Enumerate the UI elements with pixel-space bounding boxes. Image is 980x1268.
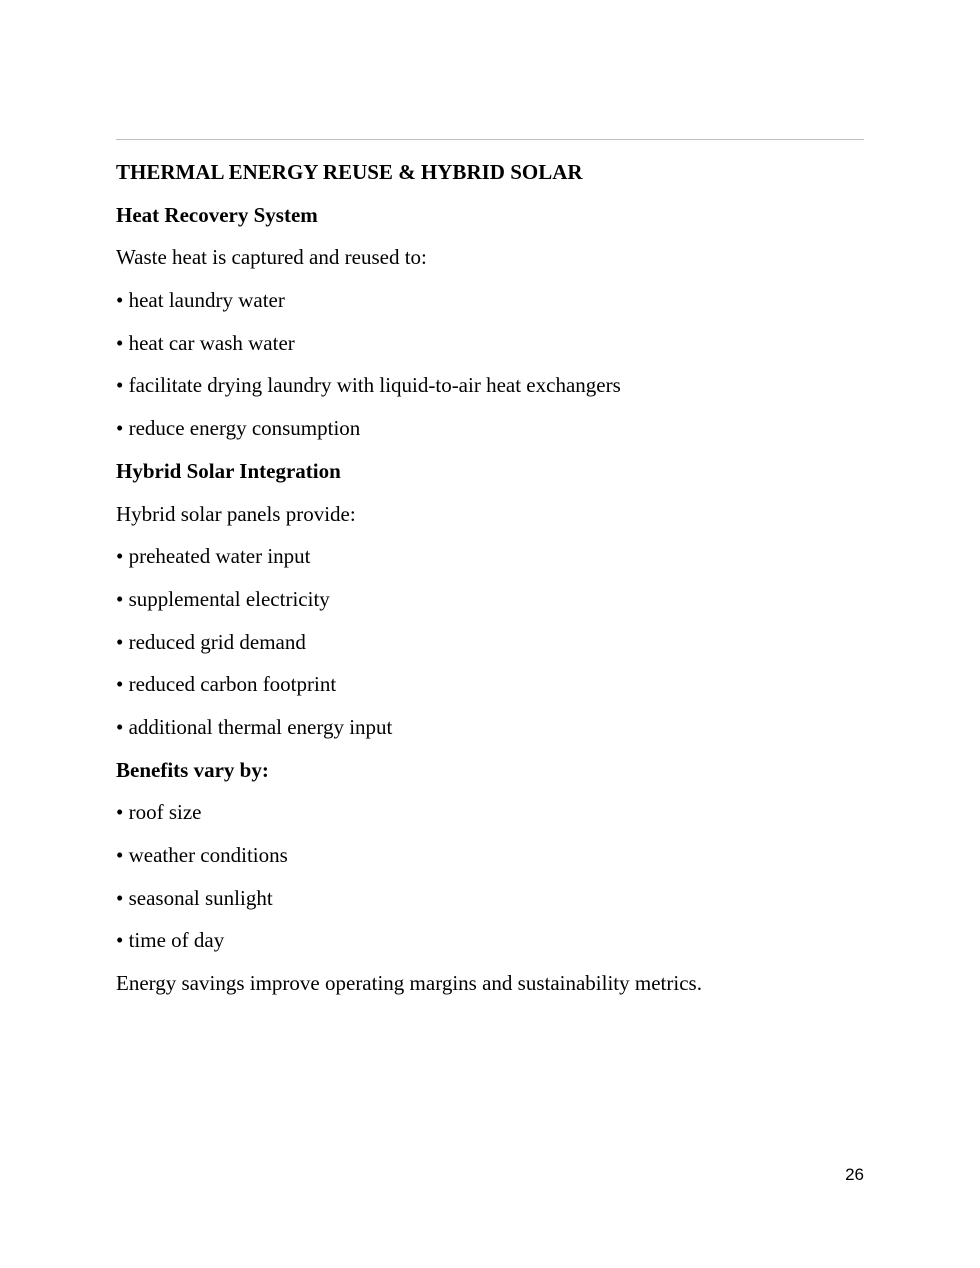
- hybrid-solar-bullet: • reduced grid demand: [116, 629, 306, 654]
- heat-recovery-intro: Waste heat is captured and reused to:: [116, 245, 427, 270]
- benefits-bullet: • weather conditions: [116, 843, 288, 867]
- heat-recovery-bullet: • facilitate drying laundry with liquid-to-air heat exchangers: [116, 373, 621, 398]
- header-divider: [116, 139, 864, 140]
- heat-recovery-bullet: • reduce energy consumption: [116, 416, 361, 441]
- hybrid-solar-bullet: • additional thermal energy input: [116, 714, 393, 739]
- benefits-bullet: • seasonal sunlight: [116, 885, 273, 910]
- heat-recovery-bullet: • heat car wash water: [116, 330, 295, 355]
- heat-recovery-bullet: • heat laundry water: [116, 288, 285, 313]
- heat-recovery-heading: Heat Recovery System: [116, 202, 318, 227]
- hybrid-solar-heading: Hybrid Solar Integration: [116, 458, 341, 483]
- page-content: [116, 160, 864, 1014]
- hybrid-solar-bullet: • supplemental electricity: [116, 586, 330, 611]
- benefits-bullet: • roof size: [116, 800, 202, 825]
- hybrid-solar-bullet: • preheated water input: [116, 544, 311, 569]
- page-number: 26: [845, 1165, 864, 1184]
- hybrid-solar-intro: Hybrid solar panels provide:: [116, 501, 356, 526]
- hybrid-solar-bullet: • reduced carbon footprint: [116, 672, 337, 697]
- section-title: THERMAL ENERGY REUSE & HYBRID SOLAR: [116, 160, 583, 184]
- benefits-bullet: • time of day: [116, 928, 225, 953]
- closing-statement: Energy savings improve operating margins and sustainability metrics.: [116, 971, 702, 996]
- benefits-heading: Benefits vary by:: [116, 757, 269, 782]
